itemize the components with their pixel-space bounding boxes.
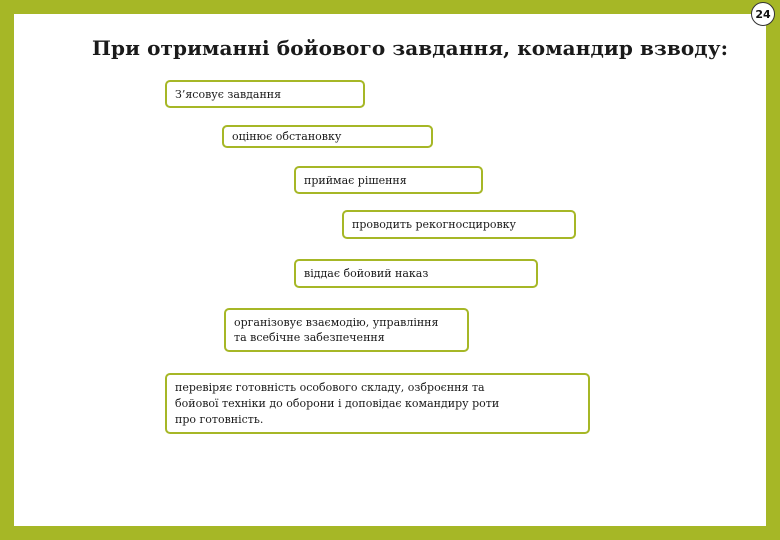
step-4-reconnaissance: проводить рекогносцировку	[342, 210, 576, 239]
step-7-check-readiness: перевіряє готовність особового складу, озброєння та бойової техніки до оборони і доповідає командиру роти про готовність.	[165, 373, 590, 434]
step-6-organize-cooperation: організовує взаємодію, управління та всебічне забезпечення	[224, 308, 469, 352]
step-3-make-decision: приймає рішення	[294, 166, 483, 194]
slide-title: При отриманні бойового завдання, командир взводу:	[92, 36, 729, 60]
step-1-clarify-task: З’ясовує завдання	[165, 80, 365, 108]
step-5-combat-order: віддає бойовий наказ	[294, 259, 538, 288]
step-2-assess-situation: оцінює обстановку	[222, 125, 433, 148]
page-number-badge: 24	[751, 2, 775, 26]
